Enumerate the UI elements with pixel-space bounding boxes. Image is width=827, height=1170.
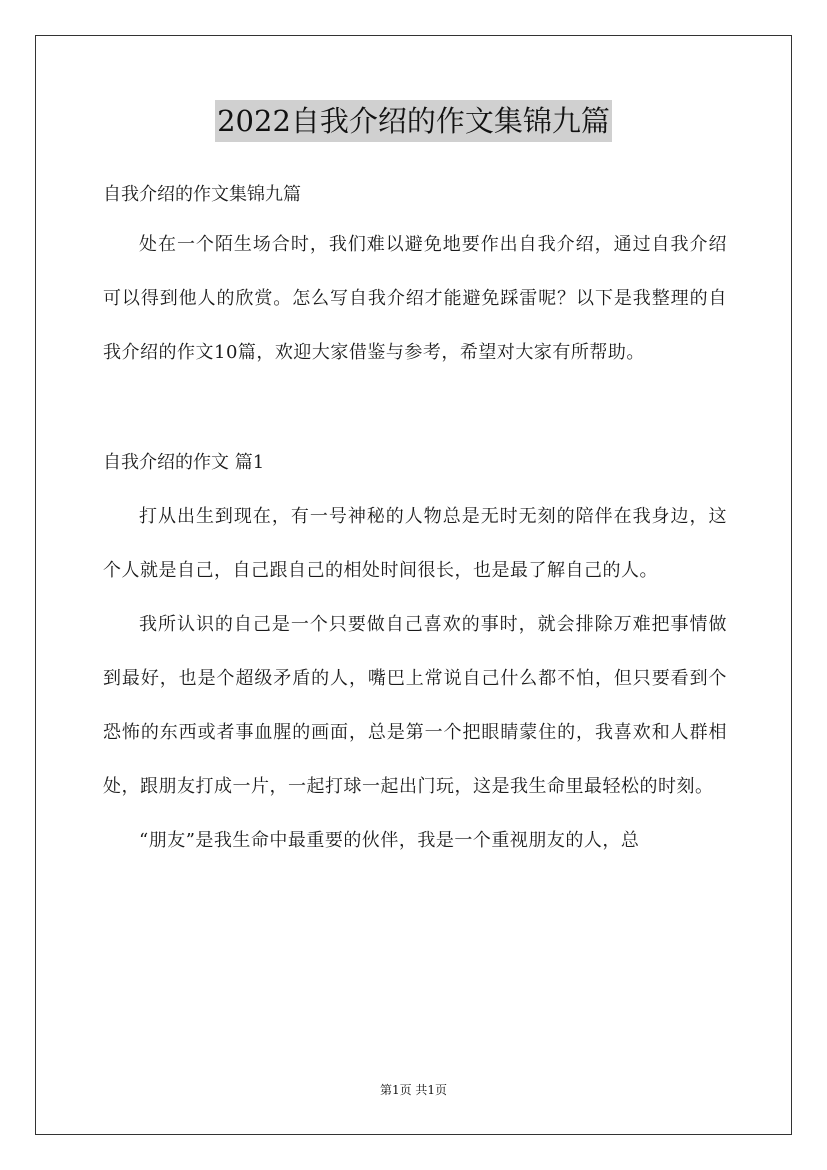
intro-paragraph: 处在一个陌生场合时，我们难以避免地要作出自我介绍，通过自我介绍可以得到他人的欣赏。怎么写自我介绍才能避免踩雷呢？以下是我整理的自我介绍的作文10篇，欢迎大家借鉴与参考，希望对大家有所帮助。 [103, 234, 727, 363]
document-title: 2022自我介绍的作文集锦九篇 [215, 100, 612, 142]
document-body [103, 172, 727, 868]
body-paragraph: 我所认识的自己是一个只要做自己喜欢的事时，就会排除万难把事情做到最好，也是个超级矛盾的人，嘴巴上常说自己什么都不怕，但只要看到个恐怖的东西或者事血腥的画面，总是第一个把眼睛蒙住的，我喜欢和人群相处，跟朋友打成一片，一起打球一起出门玩，这是我生命里最轻松的时刻。 [103, 614, 727, 797]
page-footer: 第1页 共1页 [379, 1083, 448, 1097]
title-container [0, 100, 827, 142]
body-paragraph: 打从出生到现在，有一号神秘的人物总是无时无刻的陪伴在我身边，这个人就是自己，自己跟自己的相处时间很长，也是最了解自己的人。 [103, 506, 727, 581]
document-subtitle: 自我介绍的作文集锦九篇 [103, 184, 301, 205]
section-heading: 自我介绍的作文 篇1 [103, 452, 265, 473]
body-paragraph: “朋友”是我生命中最重要的伙伴，我是一个重视朋友的人，总 [139, 830, 640, 851]
